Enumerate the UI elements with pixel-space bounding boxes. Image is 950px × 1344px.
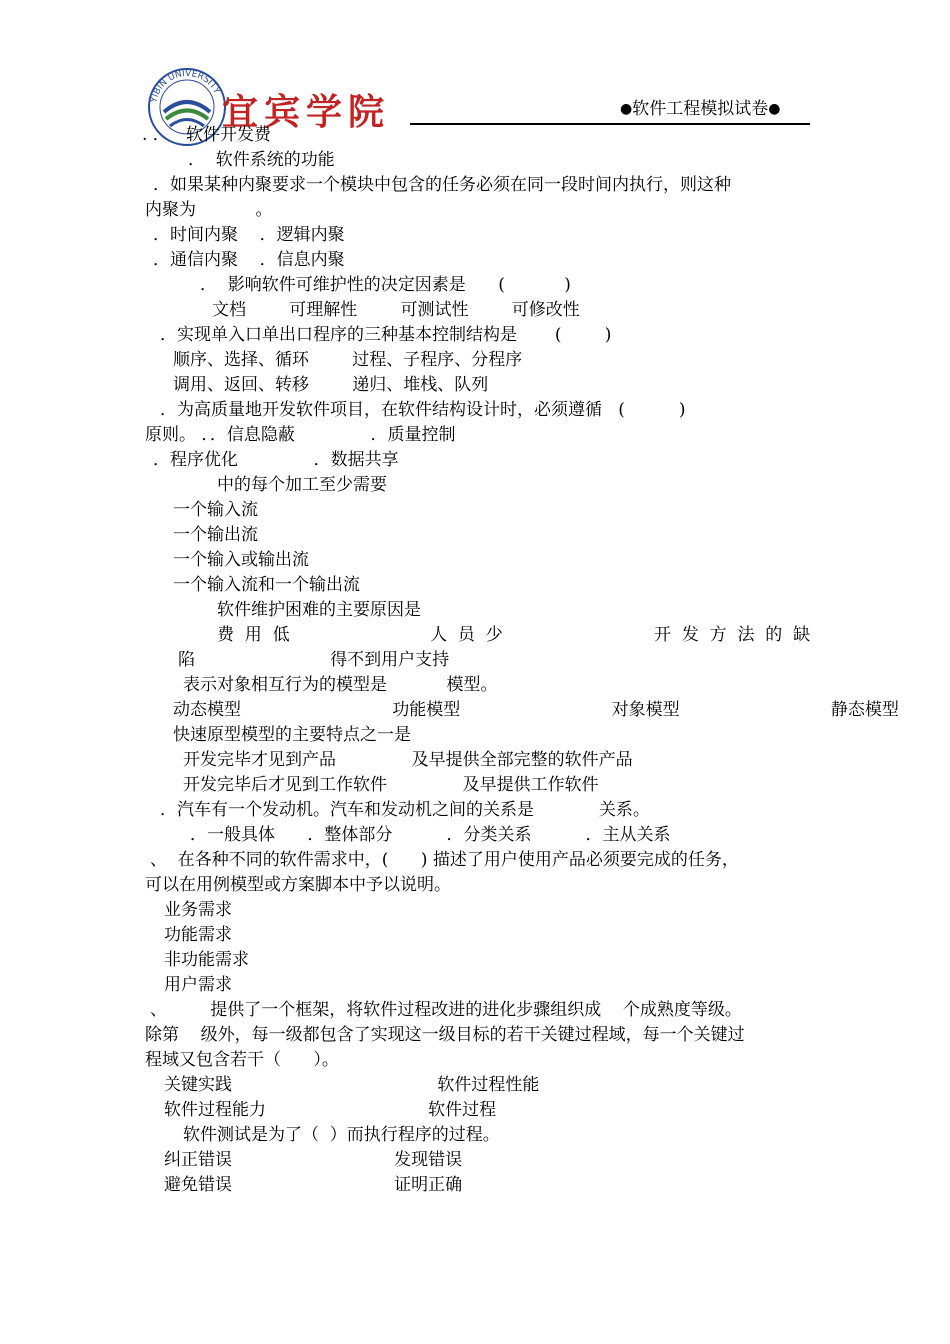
text-line: . ． 软件开发费 [142,125,272,145]
text-line: ．程序优化 ．数据共享 [153,450,399,470]
text-line: ．为高质量地开发软件项目，在软件结构设计时，必须遵循 ( ) [160,400,686,420]
text-line: 可以在用例模型或方案脚本中予以说明。 [145,875,451,895]
text-line: 功能需求 [164,925,232,945]
text-line: ．如果某种内聚要求一个模块中包含的任务必须在同一段时间内执行，则这种 [153,175,731,195]
text-line: 一个输出流 [173,525,258,545]
header-rule [410,123,810,125]
seal-text: YIBIN UNIVERSITY [149,68,222,104]
text-line: 调用、返回、转移 递归、堆栈、队列 [173,375,489,395]
document-title-text: 软件工程模拟试卷 [632,99,769,119]
text-line: 用户需求 [164,975,232,995]
bullet-left: ● [620,101,633,117]
text-line: ．通信内聚 ．信息内聚 [153,250,345,270]
text-line: ．一般具体 ．整体部分 ．分类关系 ．主从关系 [190,825,671,845]
text-line: 开发完毕才见到产品 及早提供全部完整的软件产品 [183,750,633,770]
text-line: 除第 级外，每一级都包含了实现这一级目标的若干关键过程域，每一个关键过 [145,1025,745,1045]
text-line: ．汽车有一个发动机。汽车和发动机之间的关系是 关系。 [160,800,650,820]
text-line: 软件维护困难的主要原因是 [217,600,421,620]
text-line: 软件过程能力 软件过程 [164,1100,497,1120]
bullet-right: ● [768,101,781,117]
text-line: 软件测试是为了（ ）而执行程序的过程。 [183,1125,500,1145]
text-line: 表示对象相互行为的模型是 模型。 [183,675,498,695]
text-line: ．实现单入口单出口程序的三种基本控制结构是 ( ) [160,325,612,345]
text-line: 内聚为 。 [145,200,273,220]
document-title [620,98,780,120]
text-line: 纠正错误 发现错误 [164,1150,463,1170]
text-line: 顺序、选择、循环 过程、子程序、分程序 [173,350,523,370]
text-line: 、 在各种不同的软件需求中，( ) 描述了用户使用产品必须要完成的任务， [150,850,739,870]
text-line: 一个输入流 [173,500,258,520]
text-line: 快速原型模型的主要特点之一是 [173,725,411,745]
text-line: 、 提供了一个框架，将软件过程改进的进化步骤组织成 个成熟度等级。 [150,1000,742,1020]
page-header [0,0,950,140]
text-line: 原则。 ．．信息隐蔽 ．质量控制 [145,425,456,445]
text-line: 非功能需求 [164,950,249,970]
text-line: ． 影响软件可维护性的决定因素是 ( ) [200,275,571,295]
text-line: ．时间内聚 ．逻辑内聚 [153,225,345,245]
text-line: 关键实践 软件过程性能 [164,1075,540,1095]
text-line: 费 用 低 人 员 少 开 发 方 法 的 缺 [217,625,811,645]
text-line: 一个输入流和一个输出流 [173,575,360,595]
text-line: 开发完毕后才见到工作软件 及早提供工作软件 [183,775,599,795]
text-line: 避免错误 证明正确 [164,1175,463,1195]
text-line: 文档 可理解性 可测试性 可修改性 [212,300,580,320]
text-line: 业务需求 [164,900,232,920]
text-line: 陷 得不到用户支持 [178,650,450,670]
university-logo-text: 宜宾学院 [222,91,391,133]
text-line: 一个输入或输出流 [173,550,309,570]
text-line: ． 软件系统的功能 [188,150,335,170]
text-line: 动态模型 功能模型 对象模型 静态模型 [173,700,899,720]
text-line: 中的每个加工至少需要 [217,475,387,495]
text-line: 程域又包含若干（ ）。 [145,1050,339,1070]
